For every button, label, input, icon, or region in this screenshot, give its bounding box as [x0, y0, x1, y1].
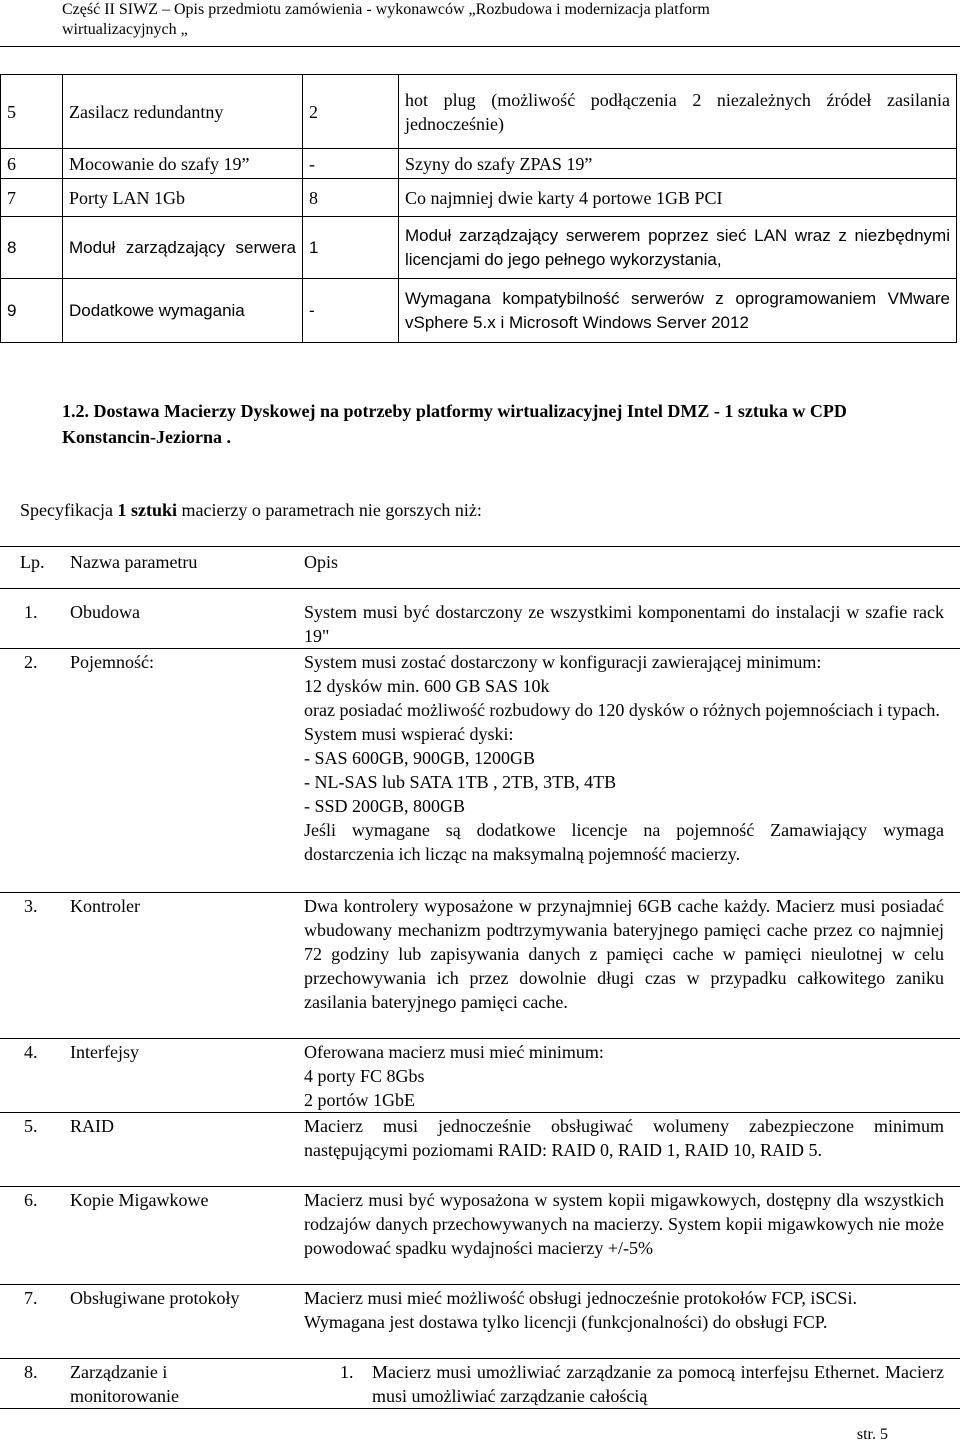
param-name: RAID: [70, 1116, 114, 1136]
param-row-rule: [0, 892, 960, 893]
row-name: Porty LAN 1Gb: [63, 179, 303, 217]
param-desc-line: Macierz musi być wyposażona w system kopii migawkowych, dostępny dla wszystkich rodzajów danych przechowywanych na macierzy. System kopii migawkowych nie może powodować spadku wydajności macierzy +/-5%: [304, 1190, 944, 1258]
param-desc: [372, 1360, 944, 1408]
param-desc: [304, 650, 944, 866]
param-number: 2.: [24, 652, 38, 672]
param-name: Obsługiwane protokoły: [70, 1288, 240, 1308]
param-number: 7.: [24, 1288, 38, 1308]
param-row-rule: [0, 1358, 960, 1359]
table-row: [1, 75, 957, 149]
param-name: Kopie Migawkowe: [70, 1190, 209, 1210]
row-desc: Moduł zarządzający serwerem poprzez sieć LAN wraz z niezbędnymi licencjami do jego pełnego wykorzystania,: [399, 217, 957, 279]
param-desc-line: Wymagana jest dostawa tylko licencji (funkcjonalności) do obsługi FCP.: [304, 1312, 828, 1332]
param-desc-line: Oferowana macierz musi mieć minimum:: [304, 1042, 604, 1062]
param-row-rule: [0, 1112, 960, 1113]
page-header: [62, 0, 922, 40]
row-qty: 8: [303, 179, 399, 217]
param-name: Kontroler: [70, 896, 140, 916]
param-number: 8.: [24, 1362, 38, 1382]
param-sub-number: 1.: [340, 1362, 354, 1382]
param-desc: [304, 894, 944, 1014]
param-header-rule: [0, 588, 960, 589]
param-number: 4.: [24, 1042, 38, 1062]
param-name: Interfejsy: [70, 1042, 139, 1062]
param-number: 1.: [24, 602, 38, 622]
row-number: 9: [1, 279, 63, 343]
col-header-lp: Lp.: [20, 552, 45, 572]
param-desc: [304, 1114, 944, 1162]
row-qty: 2: [303, 75, 399, 149]
param-desc-line: Macierz musi jednocześnie obsługiwać wolumeny zabezpieczone minimum następującymi poziomami RAID: RAID 0, RAID 1, RAID 10, RAID 5.: [304, 1116, 944, 1160]
intro-before: Specyfikacja: [20, 500, 118, 520]
param-desc: [304, 1286, 944, 1334]
param-number: 6.: [24, 1190, 38, 1210]
param-desc-line: - NL-SAS lub SATA 1TB , 2TB, 3TB, 4TB: [304, 772, 617, 792]
param-number: 5.: [24, 1116, 38, 1136]
param-table-bottom-rule: [0, 1408, 960, 1409]
param-name: Pojemność:: [70, 652, 154, 672]
row-desc: Wymagana kompatybilność serwerów z oprogramowaniem VMware vSphere 5.x i Microsoft Windows Server 2012: [399, 279, 957, 343]
param-name: Zarządzanie i monitorowanie: [70, 1362, 179, 1406]
row-desc: Co najmniej dwie karty 4 portowe 1GB PCI: [399, 179, 957, 217]
param-desc-line: Macierz musi umożliwiać zarządzanie za pomocą interfejsu Ethernet. Macierz musi umożliwiać zarządzanie całością: [372, 1362, 944, 1406]
param-desc-line: System musi wspierać dyski:: [304, 724, 514, 744]
row-number: 6: [1, 149, 63, 179]
param-row-rule: [0, 648, 960, 649]
header-line-1: Część II SIWZ – Opis przedmiotu zamówienia - wykonawców „Rozbudowa i modernizacja platform: [62, 1, 710, 18]
param-desc: [304, 1040, 944, 1112]
row-number: 5: [1, 75, 63, 149]
server-spec-table: [0, 74, 957, 343]
row-desc: Szyny do szafy ZPAS 19”: [399, 149, 957, 179]
param-desc-line: System musi być dostarczony ze wszystkimi komponentami do instalacji w szafie rack 19": [304, 602, 944, 646]
row-desc: hot plug (możliwość podłączenia 2 niezależnych źródeł zasilania jednocześnie): [399, 75, 957, 149]
param-row-rule: [0, 1038, 960, 1039]
param-desc-line: Dwa kontrolery wyposażone w przynajmniej 6GB cache każdy. Macierz musi posiadać wbudowany mechanizm podtrzymywania bateryjnego pamięci cache przez co najmniej 72 godziny lub zapisywania danych z pamięci cache w pamięci nieulotnej w celu przechowywania ich przez dowolnie długi czas w przypadku całkowitego zaniku zasilania bateryjnego pamięci cache.: [304, 896, 944, 1012]
section-title: 1.2. Dostawa Macierzy Dyskowej na potrzeby platformy wirtualizacyjnej Intel DMZ - 1 sztuka w CPD Konstancin-Jeziorna .: [62, 401, 847, 447]
param-desc-line: 2 portów 1GbE: [304, 1090, 415, 1110]
table-row: [1, 217, 957, 279]
param-table-top-rule: [0, 546, 960, 547]
param-name: Obudowa: [70, 602, 140, 622]
row-name: Zasilacz redundantny: [63, 75, 303, 149]
param-desc-line: Jeśli wymagane są dodatkowe licencje na pojemność Zamawiający wymaga dostarczenia ich licząc na maksymalną pojemność macierzy.: [304, 820, 944, 864]
row-name: Moduł zarządzający serwera: [63, 217, 303, 279]
page-number: str. 5: [856, 1426, 888, 1443]
header-rule: [0, 46, 960, 47]
row-qty: 1: [303, 217, 399, 279]
param-desc-line: - SAS 600GB, 900GB, 1200GB: [304, 748, 536, 768]
row-number: 7: [1, 179, 63, 217]
param-desc: [304, 1188, 944, 1260]
header-line-2: wirtualizacyjnych „: [62, 21, 188, 38]
table-row: [1, 279, 957, 343]
param-desc-line: oraz posiadać możliwość rozbudowy do 120 dysków o różnych pojemnościach i typach.: [304, 700, 940, 720]
param-desc: [304, 600, 944, 648]
param-desc-line: System musi zostać dostarczony w konfiguracji zawierającej minimum:: [304, 652, 822, 672]
param-desc-line: - SSD 200GB, 800GB: [304, 796, 466, 816]
table-row: [1, 179, 957, 217]
col-header-desc: Opis: [304, 552, 339, 572]
col-header-name: Nazwa parametru: [70, 552, 198, 572]
intro-after: macierzy o parametrach nie gorszych niż:: [176, 500, 482, 520]
param-desc-line: 4 porty FC 8Gbs: [304, 1066, 425, 1086]
row-name: Mocowanie do szafy 19”: [63, 149, 303, 179]
row-qty: -: [303, 279, 399, 343]
row-qty: -: [303, 149, 399, 179]
param-desc-line: 12 dysków min. 600 GB SAS 10k: [304, 676, 550, 696]
param-desc-line: Macierz musi mieć możliwość obsługi jednocześnie protokołów FCP, iSCSi.: [304, 1288, 857, 1308]
row-name: Dodatkowe wymagania: [63, 279, 303, 343]
table-row: [1, 149, 957, 179]
param-row-rule: [0, 1186, 960, 1187]
spec-intro: [20, 500, 482, 521]
param-number: 3.: [24, 896, 38, 916]
row-number: 8: [1, 217, 63, 279]
intro-bold: 1 sztuki: [117, 500, 177, 520]
param-row-rule: [0, 1284, 960, 1285]
